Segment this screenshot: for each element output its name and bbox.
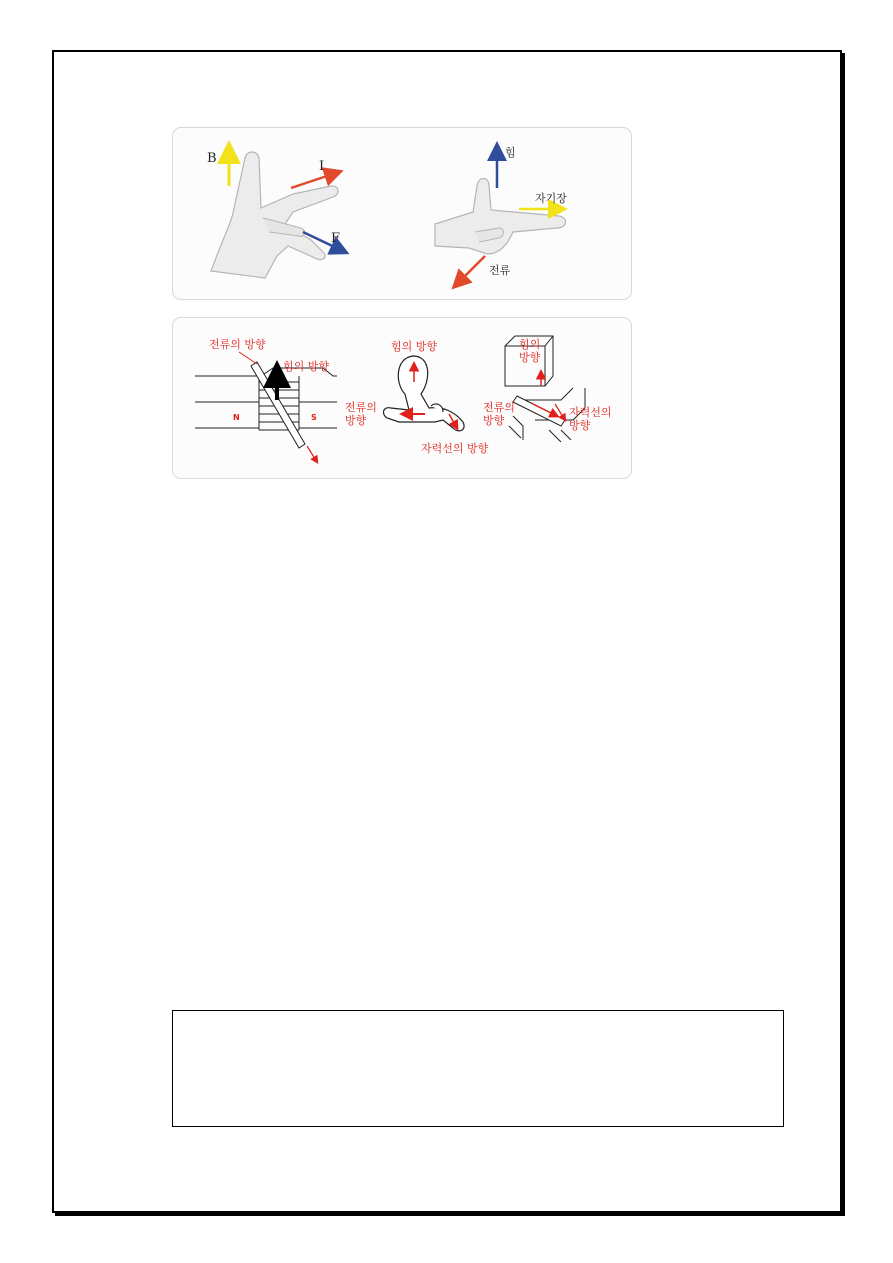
label-b: B <box>207 151 217 166</box>
label-magnet-n: N <box>233 413 240 422</box>
label-hand-current-2: 방향 <box>345 414 367 427</box>
label-block-field-1: 자력선의 <box>569 406 612 419</box>
label-block-current-1: 전류의 <box>483 401 515 414</box>
label-force: 힘 <box>505 146 516 159</box>
label-block-force-1: 힘의 <box>519 338 541 351</box>
fleming-hands-illustration <box>173 128 632 300</box>
magnet-current-arrow <box>307 446 317 462</box>
label-magnet-current: 전류의 방향 <box>209 338 266 351</box>
label-hand-field: 자력선의 방향 <box>421 442 489 455</box>
label-block-force-2: 방향 <box>519 351 541 364</box>
motor-diagrams-illustration <box>173 318 632 479</box>
right-current-arrow <box>455 256 485 286</box>
right-hand <box>435 179 566 255</box>
magnet-label-pointer <box>239 352 257 364</box>
label-block-current-2: 방향 <box>483 414 505 427</box>
motor-diagrams-panel <box>172 317 632 479</box>
label-block-field-2: 방향 <box>569 419 591 432</box>
label-i: I <box>319 159 325 174</box>
label-f: F <box>331 231 341 246</box>
label-magnet-force: 힘의 방향 <box>283 360 330 373</box>
label-current: 전류 <box>489 264 511 277</box>
magnet-diagram <box>195 362 337 448</box>
label-field: 자기장 <box>535 192 567 205</box>
label-hand-force: 힘의 방향 <box>391 340 438 353</box>
empty-note-box <box>172 1010 784 1127</box>
label-magnet-s: S <box>311 413 317 422</box>
fleming-hands-panel <box>172 127 632 300</box>
label-hand-current-1: 전류의 <box>345 401 377 414</box>
